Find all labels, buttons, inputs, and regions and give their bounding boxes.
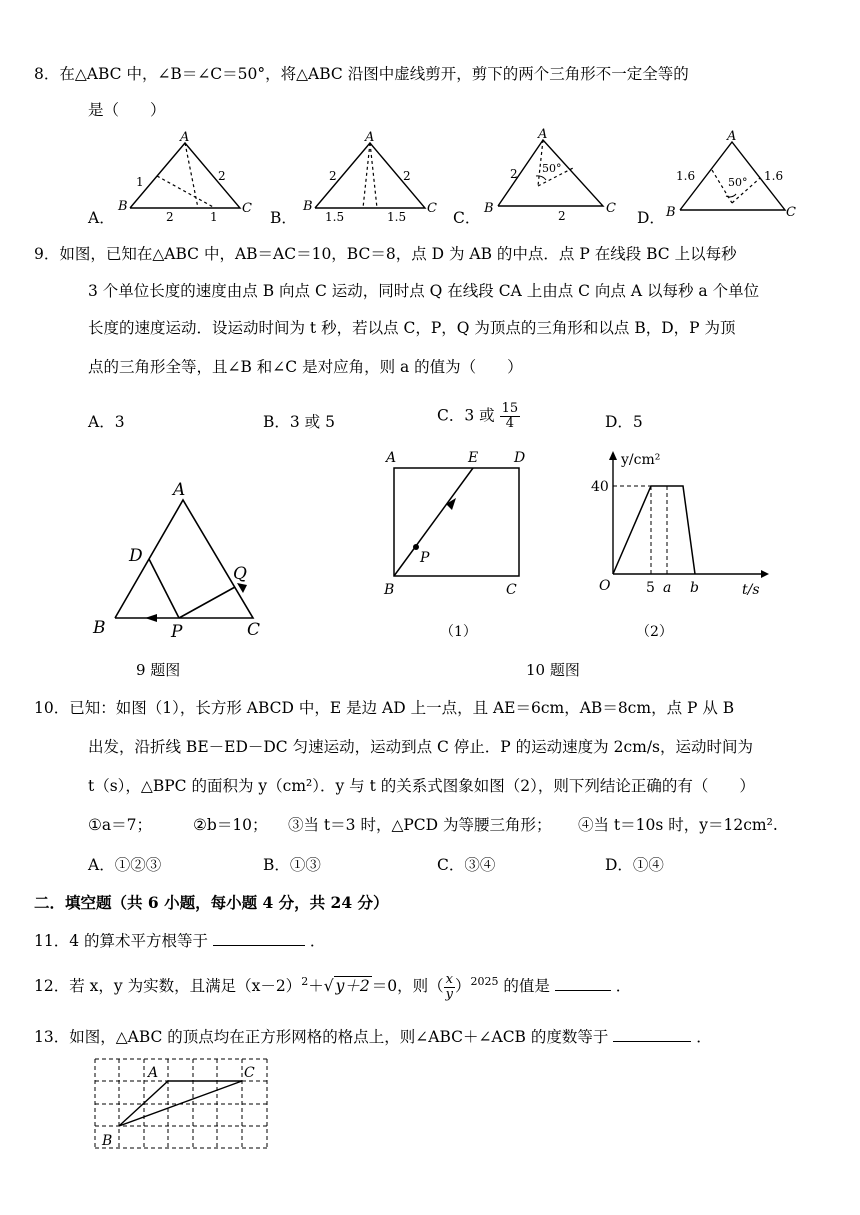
q8d-angle: 50° xyxy=(728,176,748,189)
q8c-label-a: A xyxy=(538,128,548,142)
q10-option-c[interactable]: C．③④ xyxy=(437,856,496,874)
q9-caption: 9 题图 xyxy=(136,661,181,679)
section-2-title: 二．填空题（共 6 小题，每小题 4 分，共 24 分） xyxy=(34,893,389,912)
q12-fraction xyxy=(444,973,455,1002)
q8b-len-2: 2 xyxy=(403,169,411,183)
q10f2-y40: 40 xyxy=(591,479,609,495)
q10f1-label-p: P xyxy=(420,550,430,566)
q10f1-label-a: A xyxy=(386,450,397,466)
q11-answer-blank[interactable] xyxy=(213,931,305,946)
q9-fraction-num: 15 xyxy=(501,401,519,416)
q10-fig2-caption: （2） xyxy=(636,624,673,640)
q8-option-a[interactable]: A． xyxy=(88,209,115,227)
q10-statement-1: ①a＝7； xyxy=(88,816,152,834)
q9-line2: 3 个单位长度的速度由点 B 向点 C 运动，同时点 Q 在线段 CA 上由点 C 向点 A 以每秒 a 个单位 xyxy=(88,282,760,300)
q9-label-b: B xyxy=(93,618,106,638)
q10-line1: 10．已知：如图（1），长方形 ABCD 中，E 是边 AD 上一点，且 AE＝6cm，AB＝8cm，点 P 从 B xyxy=(34,699,735,717)
q8d-len-1: 1.6 xyxy=(676,169,696,183)
q9-line1: 9．如图，已知在△ABC 中，AB＝AC＝10，BC＝8，点 D 为 AB 的中点．点 P 在线段 BC 上以每秒 xyxy=(34,245,737,263)
q8a-len-2: 2 xyxy=(218,169,226,183)
q12-fraction-den: y xyxy=(445,986,453,1002)
q8d-label-a: A xyxy=(727,129,737,144)
q9-option-a[interactable]: A．3 xyxy=(88,413,125,431)
q12-pre: 12．若 x，y 为实数，且满足（x－2） xyxy=(34,977,302,996)
q8b-label-c: C xyxy=(427,201,437,216)
q10f1-label-b: B xyxy=(384,582,395,598)
q13-grid-figure xyxy=(90,1055,275,1155)
q10f2-xlabel: t/s xyxy=(742,582,760,598)
q10f2-xa: a xyxy=(663,580,672,596)
q9-option-c-text: C．3 或 xyxy=(437,406,495,425)
q10-option-a[interactable]: A．①②③ xyxy=(88,856,162,874)
q8c-len-2: 2 xyxy=(558,209,566,223)
q8a-len-3: 2 xyxy=(166,210,174,223)
q8-figure-c xyxy=(478,128,628,223)
q11 xyxy=(34,931,325,951)
q8b-len-4: 1.5 xyxy=(387,210,407,223)
q8c-len-1: 2 xyxy=(510,167,518,181)
q10f2-origin: O xyxy=(599,578,611,594)
q8a-label-c: C xyxy=(242,201,252,216)
q8-line2: 是（ ） xyxy=(88,101,166,119)
q13-label-c: C xyxy=(244,1065,255,1081)
q9-option-d[interactable]: D．5 xyxy=(605,413,643,431)
q8-option-c[interactable]: C． xyxy=(453,209,481,227)
q10f2-ylabel: y/cm² xyxy=(621,452,661,468)
q8c-label-b: B xyxy=(484,201,494,216)
q10f2-xb: b xyxy=(690,580,699,596)
q8c-angle: 50° xyxy=(542,162,562,175)
q12-end: ． xyxy=(615,977,632,996)
q8b-len-1: 2 xyxy=(329,169,337,183)
q8-figure-b xyxy=(295,128,445,223)
q10-statement-3: ③当 t＝3 时，△PCD 为等腰三角形； xyxy=(288,816,552,834)
q8a-len-4: 1 xyxy=(210,210,218,223)
q9-line3: 长度的速度运动．设运动时间为 t 秒，若以点 C，P，Q 为顶点的三角形和以点 B，D，P 为顶 xyxy=(88,319,736,337)
q13-label-a: A xyxy=(148,1065,159,1081)
q11-end: ． xyxy=(309,932,326,950)
q10-option-d[interactable]: D．①④ xyxy=(605,856,664,874)
q10f1-label-e: E xyxy=(468,450,479,466)
q13-label-b: B xyxy=(102,1133,113,1149)
q12-square: 2 xyxy=(301,975,309,988)
q9-option-c-fraction xyxy=(500,402,521,431)
q9-option-b[interactable]: B．3 或 5 xyxy=(263,413,335,431)
q8d-label-b: B xyxy=(666,205,676,220)
q9-option-c[interactable] xyxy=(437,402,520,431)
q10-figure-2 xyxy=(585,446,775,606)
q13-text: 13．如图，△ABC 的顶点均在正方形网格的格点上，则∠ABC＋∠ACB 的度数等于 xyxy=(34,1028,609,1046)
q12-radicand: y＋2 xyxy=(335,977,370,996)
q12-mid: ＝0，则（ xyxy=(371,977,444,996)
q8d-label-c: C xyxy=(786,205,796,220)
q10-option-b[interactable]: B．①③ xyxy=(263,856,321,874)
q8-option-d[interactable]: D． xyxy=(637,209,665,227)
q10-fig1-caption: （1） xyxy=(440,624,477,640)
q10-line2: 出发，沿折线 BE－ED－DC 匀速运动，运动到点 C 停止．P 的运动速度为 2cm/s，运动时间为 xyxy=(88,738,754,756)
q12-plus: ＋ xyxy=(308,977,324,996)
q12: 12．若 x，y 为实数，且满足$(x-2)^2+√$ y＋2 ＝0，则（ $\frac{x}{y}$ ）$^{2025}$ 的值是 ． xyxy=(34,971,632,1002)
q11-text: 11．4 的算术平方根等于 xyxy=(34,932,209,950)
q8b-label-b: B xyxy=(303,199,313,214)
q8-option-b[interactable]: B． xyxy=(270,209,297,227)
q8a-len-1: 1 xyxy=(136,175,144,189)
q8b-len-3: 1.5 xyxy=(325,210,345,223)
q8-figure-a xyxy=(110,128,260,223)
q9-label-c: C xyxy=(247,620,261,640)
q10f1-label-d: D xyxy=(514,450,526,466)
q10-statement-4: ④当 t＝10s 时，y＝12cm². xyxy=(578,816,778,834)
q8-line1: 8．在△ABC 中，∠B＝∠C＝50°，将△ABC 沿图中虚线剪开，剪下的两个三角形不一定全等的 xyxy=(34,65,689,83)
q12-fraction-num: x xyxy=(445,971,453,987)
q9-label-d: D xyxy=(129,546,143,566)
q12-post: 的值是 xyxy=(503,977,550,996)
q8a-label-a: A xyxy=(180,130,190,145)
q8a-label-b: B xyxy=(118,199,128,214)
q10f1-label-c: C xyxy=(506,582,517,598)
q8d-len-2: 1.6 xyxy=(764,169,784,183)
q9-figure xyxy=(85,475,275,650)
q10-caption: 10 题图 xyxy=(526,661,580,679)
q9-line4: 点的三角形全等，且∠B 和∠C 是对应角，则 a 的值为（ ） xyxy=(88,358,523,376)
q8-figure-d xyxy=(660,128,810,223)
q10-line3: t（s），△BPC 的面积为 y（cm²）．y 与 t 的关系式图象如图（2），则下列结论正确的有（ ） xyxy=(88,777,755,795)
q13-end: ． xyxy=(696,1028,712,1046)
q9-label-a: A xyxy=(173,480,186,500)
q8c-label-c: C xyxy=(606,201,616,216)
q12-answer-blank[interactable] xyxy=(555,976,611,991)
q8b-label-a: A xyxy=(365,130,375,145)
q13 xyxy=(34,1027,712,1047)
q10-figure-1 xyxy=(378,446,538,606)
q10f2-x5: 5 xyxy=(646,580,655,596)
q9-label-p: P xyxy=(171,622,183,642)
q9-fraction-den: 4 xyxy=(505,416,514,431)
q9-label-q: Q xyxy=(233,564,247,584)
q10-statement-2: ②b＝10； xyxy=(193,816,268,834)
q13-answer-blank[interactable] xyxy=(613,1027,691,1042)
q12-exponent: 2025 xyxy=(470,975,499,988)
